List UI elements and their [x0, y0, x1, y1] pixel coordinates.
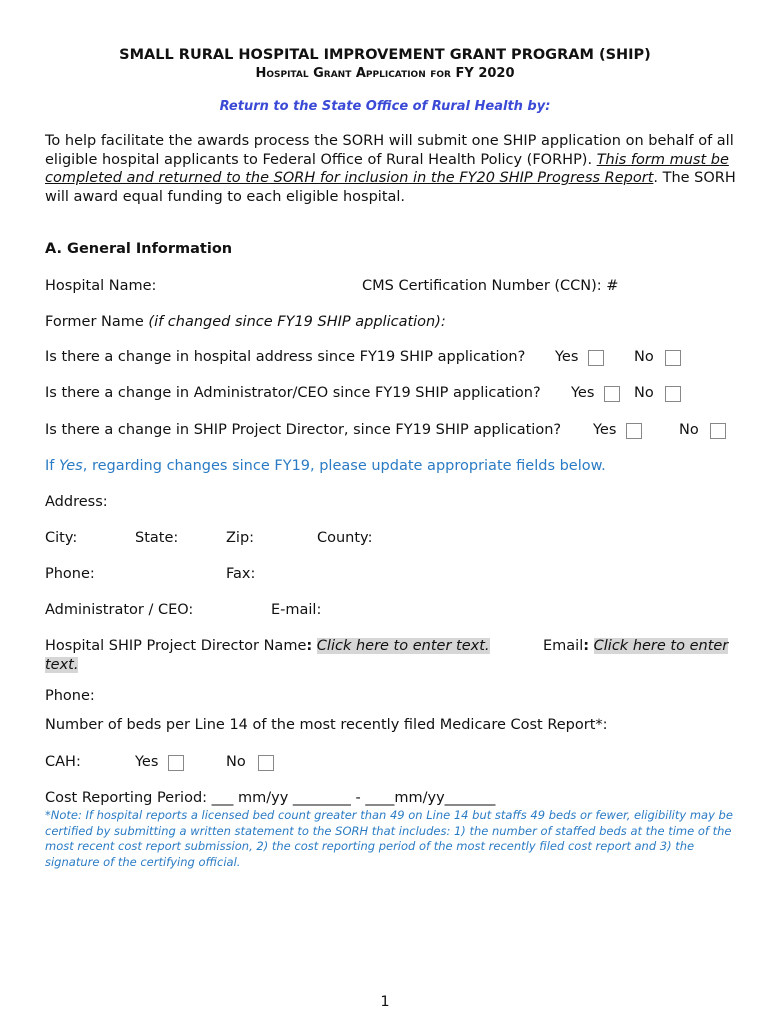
admin-no-checkbox[interactable]	[665, 386, 681, 402]
county-label: County:	[317, 530, 373, 546]
return-instruction: Return to the State Office of Rural Health by:	[219, 99, 551, 114]
admin-ceo-label: Administrator / CEO:	[45, 602, 194, 618]
former-name-note: (if changed since FY19 SHIP application):	[148, 314, 446, 330]
director-no-checkbox[interactable]	[710, 423, 726, 439]
email-label: E-mail:	[271, 602, 322, 618]
director-name-colon: :	[306, 638, 313, 654]
director-name-field[interactable]: Click here to enter text.	[316, 638, 490, 654]
address-no-checkbox[interactable]	[665, 350, 681, 366]
address-yes-checkbox[interactable]	[588, 350, 604, 366]
address-change-question: Is there a change in hospital address since FY19 SHIP application?	[45, 349, 526, 365]
intro-underlined-text: This form must be completed and returned to the SORH for inclusion in the FY20 SHIP Progress Report	[45, 151, 729, 186]
director-email-label: Email	[543, 638, 584, 654]
cah-no-checkbox[interactable]	[258, 755, 274, 771]
director-email-colon: :	[583, 638, 590, 654]
address-yes-label: Yes	[555, 349, 579, 365]
phone-label: Phone:	[45, 566, 95, 582]
director-email-field[interactable]: Click here to enter	[593, 638, 729, 654]
former-name-label: Former Name	[45, 314, 149, 330]
director-name-label: Hospital SHIP Project Director Name	[45, 638, 307, 654]
eligibility-note: *Note: If hospital reports a licensed bed count greater than 49 on Line 14 but staffs 49 beds or fewer, eligibility may be certified by submitting a written statement to the SORH that includes: 1) the number of staffed beds at the time of the most recent cost report submission, 2) the cost reporting period of the most recently filed cost report and 3) the signature of the certifying official.	[45, 808, 733, 869]
city-label: City:	[45, 530, 78, 546]
address-label: Address:	[45, 494, 108, 510]
director-name-row	[45, 638, 490, 654]
if-yes-instruction	[45, 458, 606, 474]
intro-text: To help facilitate the awards process the SORH will submit one SHIP application on behalf of all eligible hospital applicants to Federal Office of Rural Health Policy (FORHP).	[45, 133, 734, 168]
if-yes-text: If	[45, 458, 59, 474]
section-heading: A. General Information	[45, 241, 233, 257]
director-email-row	[543, 638, 728, 654]
zip-label: Zip:	[226, 530, 255, 546]
director-yes-label: Yes	[593, 422, 617, 438]
cah-label: CAH:	[45, 754, 81, 770]
intro-text-end: . The SORH will award equal funding to each eligible hospital.	[45, 170, 736, 205]
director-email-field-continued[interactable]: text.	[45, 657, 79, 673]
intro-paragraph	[45, 132, 745, 206]
cah-yes-label: Yes	[135, 754, 159, 770]
admin-yes-checkbox[interactable]	[604, 386, 620, 402]
state-label: State:	[135, 530, 179, 546]
address-no-label: No	[634, 349, 654, 365]
cah-no-label: No	[226, 754, 246, 770]
fax-label: Fax:	[226, 566, 256, 582]
beds-label: Number of beds per Line 14 of the most recently filed Medicare Cost Report*:	[45, 717, 608, 733]
form-title: SMALL RURAL HOSPITAL IMPROVEMENT GRANT PROGRAM (SHIP)	[119, 47, 651, 63]
cost-reporting-period: Cost Reporting Period: ___ mm/yy ________ - ____mm/yy_______	[45, 790, 496, 806]
director-change-question: Is there a change in SHIP Project Director, since FY19 SHIP application?	[45, 422, 562, 438]
director-no-label: No	[679, 422, 699, 438]
form-subtitle: Hospital Grant Application for FY 2020	[255, 66, 515, 81]
hospital-name-label: Hospital Name:	[45, 278, 157, 294]
if-yes-emphasis: Yes	[59, 458, 83, 474]
page-number: 1	[380, 994, 390, 1010]
former-name-row	[45, 314, 446, 330]
phone-label-2: Phone:	[45, 688, 95, 704]
director-yes-checkbox[interactable]	[626, 423, 642, 439]
cah-yes-checkbox[interactable]	[168, 755, 184, 771]
ccn-label: CMS Certification Number (CCN): #	[362, 278, 619, 294]
admin-change-question: Is there a change in Administrator/CEO since FY19 SHIP application?	[45, 385, 541, 401]
admin-yes-label: Yes	[571, 385, 595, 401]
if-yes-text-end: , regarding changes since FY19, please update appropriate fields below.	[82, 458, 606, 474]
admin-no-label: No	[634, 385, 654, 401]
